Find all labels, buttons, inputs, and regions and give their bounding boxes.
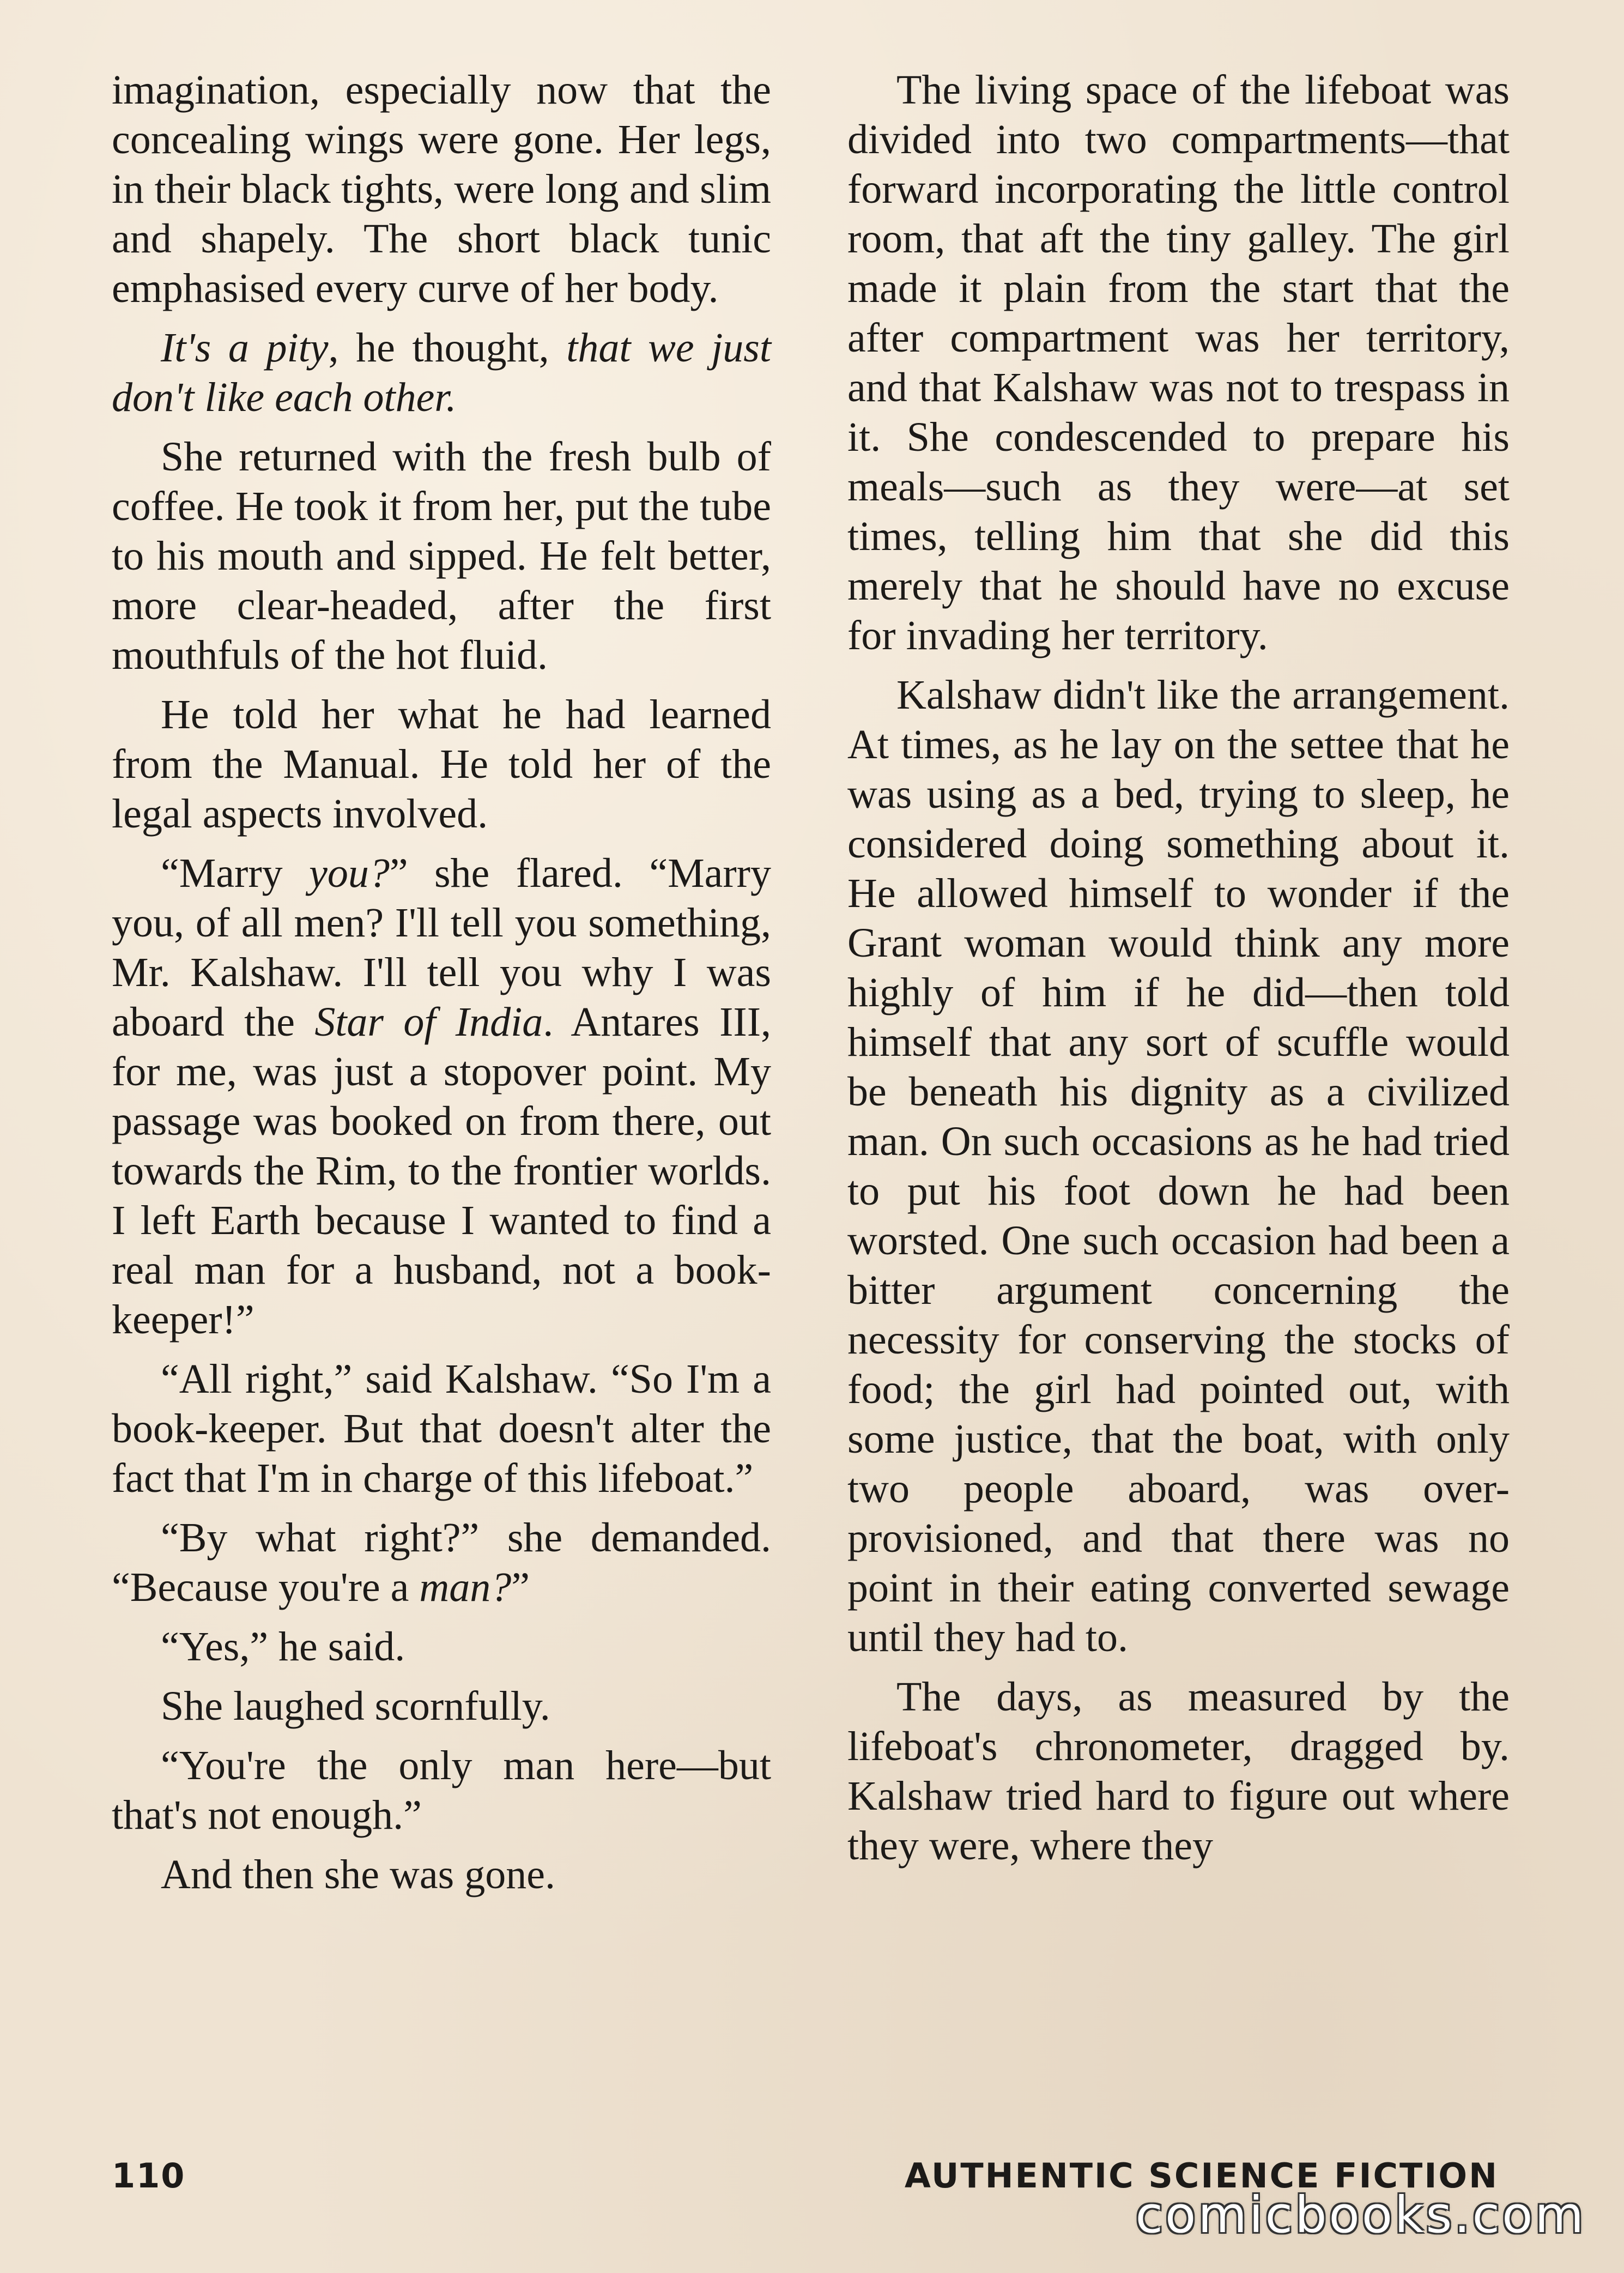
- paragraph: [112, 1513, 771, 1612]
- italic-text: Star of India: [314, 999, 543, 1045]
- page-number: 110: [112, 2156, 186, 2196]
- paragraph-text: “Yes,” he said.: [161, 1624, 405, 1670]
- paragraph-text: , he thought,: [328, 325, 567, 371]
- paragraph-text: She laughed scornfully.: [161, 1683, 550, 1729]
- paragraph: [112, 849, 771, 1345]
- paragraph-text: The days, as measured by the lifeboat's chronometer, dragged by. Kalshaw tried hard to figure out where they were, where they: [847, 1674, 1510, 1869]
- paragraph: [112, 65, 771, 313]
- paragraph: [112, 1355, 771, 1503]
- italic-text: you?: [309, 850, 390, 896]
- left-column: [112, 65, 771, 1909]
- magazine-title: AUTHENTIC SCIENCE FICTION: [904, 2156, 1499, 2196]
- paragraph-text: ”: [511, 1564, 530, 1610]
- paragraph-text: . Antares III, for me, was just a stopover point. My passage was booked on from there, out towards the Rim, to the frontier worlds. I left Earth because I wanted to find a real man for a husband, not a book-keeper!”: [112, 999, 771, 1343]
- paragraph-text: “Marry: [161, 850, 310, 896]
- paragraph: [112, 1622, 771, 1672]
- italic-text: man?: [419, 1564, 512, 1610]
- paragraph: [112, 323, 771, 422]
- paragraph: [847, 65, 1510, 661]
- paragraph: [847, 670, 1510, 1663]
- paragraph-text: imagination, especially now that the concealing wings were gone. Her legs, in their black tights, were long and slim and shapely. The short black tunic emphasised every curve of her body.: [112, 67, 771, 311]
- watermark: comicbooks.com: [1135, 2186, 1586, 2244]
- italic-text: It's a pity: [161, 325, 329, 371]
- paragraph: [847, 1672, 1510, 1871]
- paragraph: [112, 1682, 771, 1731]
- paragraph-text: Kalshaw didn't like the arrangement. At times, as he lay on the settee that he was using as a bed, trying to sleep, he considered doing something about it. He allowed himself to wonder if the Grant woman would think any more highly of him if he did—then told himself that any sort of scuffle would be beneath his dignity as a civilized man. On such occasions as he had tried to put his foot down he had been worsted. One such occasion had been a bitter argument concerning the necessity for conserving the stocks of food; the girl had pointed out, with some justice, that the boat, with only two people aboard, was over-provisioned, and that there was no point in their eating converted sewage until they had to.: [847, 672, 1510, 1660]
- paragraph-text: ” she flared. “Marry you, of all men? I'll tell you something, Mr. Kalshaw. I'll tell you why I was aboard the: [112, 850, 771, 1045]
- right-column: [847, 65, 1510, 1881]
- italic-text: that we just don't like each other.: [112, 325, 771, 420]
- paragraph-text: She returned with the fresh bulb of coffee. He took it from her, put the tube to his mouth and sipped. He felt better, more clear-headed, after the first mouthfuls of the hot fluid.: [112, 434, 771, 678]
- paragraph: [112, 1850, 771, 1900]
- paragraph-text: And then she was gone.: [161, 1852, 555, 1897]
- paragraph: [112, 690, 771, 839]
- paragraph-text: He told her what he had learned from the Manual. He told her of the legal aspects involved.: [112, 692, 771, 837]
- paragraph: [112, 1741, 771, 1840]
- paragraph-text: “By what right?” she demanded. “Because you're a: [112, 1515, 771, 1610]
- paragraph-text: The living space of the lifeboat was divided into two compartments—that forward incorporating the little control room, that aft the tiny galley. The girl made it plain from the start that the after compartment was her territory, and that Kalshaw was not to trespass in it. She condescended to prepare his meals—such as they were—at set times, telling him that she did this merely that he should have no excuse for invading her territory.: [847, 67, 1510, 658]
- paragraph: [112, 432, 771, 680]
- paragraph-text: “You're the only man here—but that's not enough.”: [112, 1743, 771, 1838]
- paragraph-text: “All right,” said Kalshaw. “So I'm a book-keeper. But that doesn't alter the fact that I'm in charge of this lifeboat.”: [112, 1356, 771, 1501]
